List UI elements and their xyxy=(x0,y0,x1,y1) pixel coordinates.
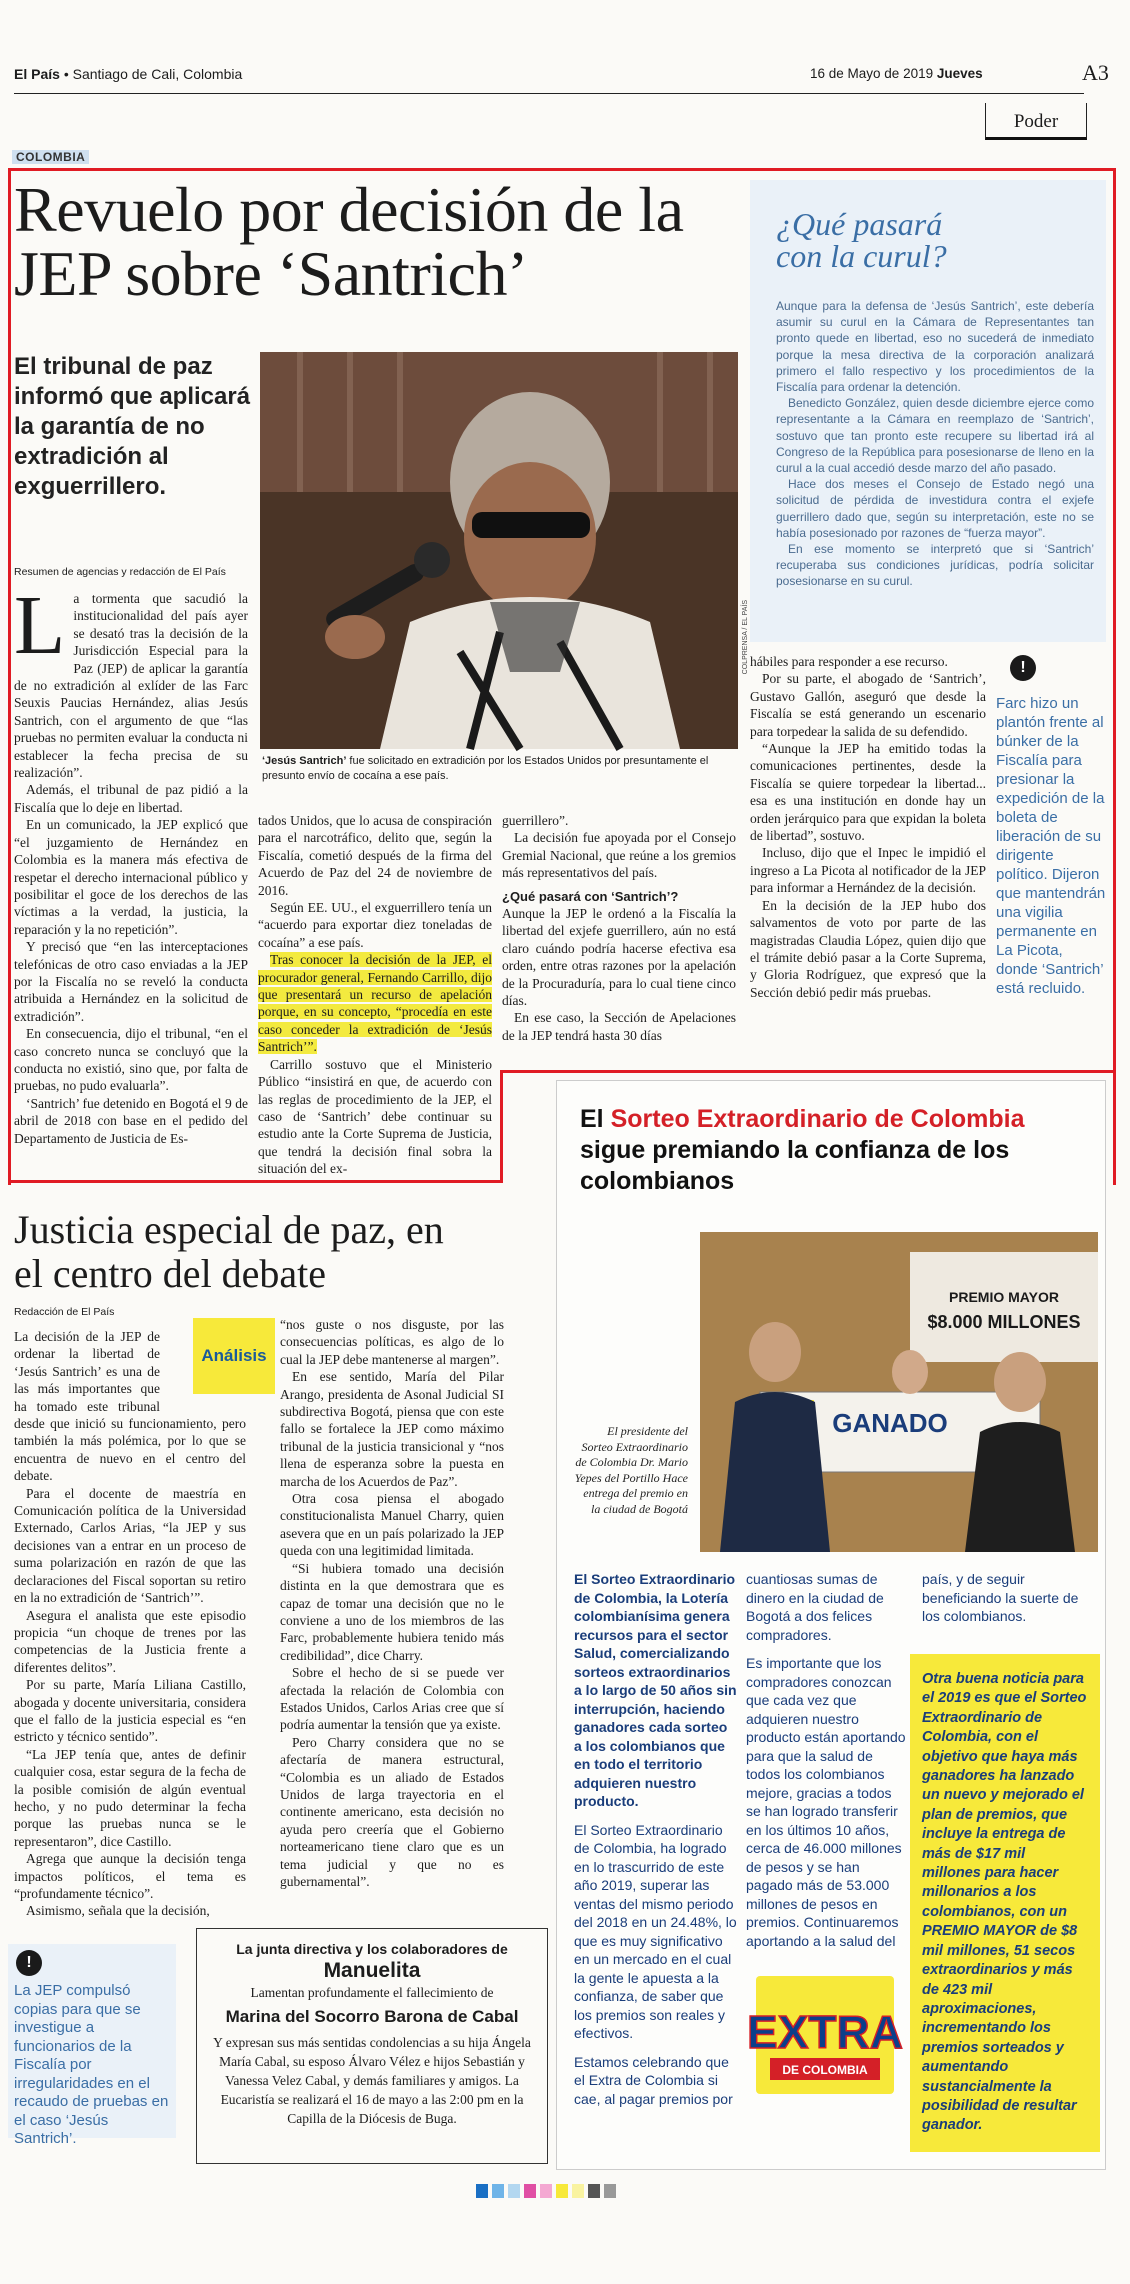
check-text: GANADO xyxy=(832,1408,948,1438)
col4-para-5: En la decisión de la JEP hubo dos salvamentos de voto por parte de las magistradas Claudia López, quien dijo que el trámite debió pasar a la Corte Suprema, y Gloria Rodríguez, que expresó que la Sección debió pedir más pruebas. xyxy=(750,897,986,1000)
caption-text: fue solicitado en extradición por los Estados Unidos por presuntamente el presunto envío de cocaína a ese país. xyxy=(262,755,709,782)
ad-yellow-text: Otra buena noticia para el 2019 es que el Sorteo Extraordinario de Colombia, con el objetivo que haya más ganadores ha lanzado un nuevo y mejorado el plan de premios, que incluye la entrega de más de $17 mil millones para hacer millonarios a los colombianos, con un PREMIO MAYOR de $8 mil millones, 51 secos extraordinarios y más de 423 mil aproximaciones, incrementando los premios sorteados y aumentando sustancialmente la posibilidad de resultar ganador. xyxy=(922,1671,1087,2134)
sidebar-para-2: Benedicto González, quien desde diciembre ejerce como representante a la Cámara en reemplazo de ‘Santrich’, sostuvo que tan pronto este recupere su libertad irá al Congreso de la República para posesionarse de lleno en la curul a la cual accedió desde marzo del año pasado. xyxy=(776,396,1094,476)
section-box xyxy=(985,103,1087,140)
col1-para-2: Además, el tribunal de paz pidió a la Fiscalía que lo deje en libertad. xyxy=(14,782,248,815)
col3-para-4: En ese caso, la Sección de Apelaciones de la JEP tendrá hasta 30 días xyxy=(502,1010,736,1043)
logo-big: EXTRA xyxy=(747,2006,903,2058)
extra-logo xyxy=(747,1976,903,2094)
logo-small: DE COLOMBIA xyxy=(782,2063,868,2077)
photo-illustration xyxy=(260,352,738,749)
sidebar-para-1: Aunque para la defensa de ‘Jesús Santrich’, este debería asumir su curul en la Cámara de Representantes tan pronto quede en libertad, eso no sucederá de inmediato porque la mesa directiva de la corporación analizará primero el fallo respectivo y los procedimientos de la Fiscalía para ordenar la detención. xyxy=(776,299,1094,395)
ad-headline-red: Sorteo Extraordinario de Colombia xyxy=(610,1105,1025,1133)
col1-para-5: En consecuencia, dijo el tribunal, “en el caso concreto nunca se concluyó que la conducta no existió, sino que, por falta de pruebas, no pudo evaluarla”. xyxy=(14,1026,248,1094)
obit-line1: La junta directiva y los colaboradores de xyxy=(236,1941,508,1957)
obit-company: Manuelita xyxy=(323,1959,421,1982)
farc-infobox: Farc hizo un plantón frente al búnker de la Fiscalía para presionar la expedición de la boleta de liberación de su dirigente político. Dijeron que mantendrán una vigilia permanente en La Picota, donde ‘Santrich’ está recluido. xyxy=(996,695,1106,997)
article1-col3 xyxy=(502,812,736,1044)
col3-para-2: La decisión fue apoyada por el Consejo Gremial Nacional, que reúne a los gremios más representativos del país. xyxy=(502,830,736,881)
col3-para-1: guerrillero”. xyxy=(502,813,569,828)
article1-col1 xyxy=(14,579,248,1147)
a2c1-para-6: Agrega que aunque la decisión tenga impactos políticos, el tema es “profundamente técnico”. xyxy=(14,1851,246,1901)
section-label: Poder xyxy=(1013,111,1059,132)
ad-col3 xyxy=(922,1570,1090,1626)
obit-name: Marina del Socorro Barona de Cabal xyxy=(225,2007,519,2026)
banner-line1: PREMIO MAYOR xyxy=(949,1289,1059,1305)
sidebar-title: ¿Qué pasará con la curul? xyxy=(776,206,947,274)
a2c1-para-7: Asimismo, señala que la decisión, xyxy=(26,1903,210,1919)
red-frame-right-lower xyxy=(1113,168,1116,1073)
ad-col1-para-3: Estamos celebrando que el Extra de Colombia si cae, al pagar premios por xyxy=(574,2053,733,2107)
col4-para-1: hábiles para responder a ese recurso. xyxy=(750,654,948,669)
col2-para-1: tados Unidos, que lo acusa de conspiración para el narcotráfico, delito que, según la Fiscalía, cometió después de la firma del Acuerdo de Paz del 24 de noviembre de 2016. xyxy=(258,813,492,898)
col2-para-2: Según EE. UU., el exguerrillero tenía un “acuerdo para exportar diez toneladas de cocaína” a ese país. xyxy=(258,900,492,950)
a2c1-para-3: Asegura el analista que este episodio propicia “un choque de trenes por las competencias de la Justicia frente a diferentes delitos”. xyxy=(14,1607,246,1675)
paper-name: El País xyxy=(14,66,60,82)
caption-name: ‘Jesús Santrich’ xyxy=(262,755,347,767)
a2c2-para-4: “Si hubiera tomado una decisión distinta en la que demostrara que es capaz de tomar una decisión que no le conviene a uno de los miembros de las Farc, probablemente hubiera tenido más credibilidad”, dice Charry. xyxy=(280,1560,504,1663)
sidebar-para-3: Hace dos meses el Consejo de Estado negó una solicitud de pérdida de investidura contra el exjefe guerrillero dado que, según su interpretación, este no se había posesionado por razones de “fuerza mayor”. xyxy=(776,477,1094,540)
photo-credit: COLPRENSA / EL PAÍS xyxy=(742,600,749,675)
jep-infobox xyxy=(8,1944,176,2147)
analysis-tag: Análisis xyxy=(193,1318,275,1394)
col2-para-3 xyxy=(258,951,492,1055)
reg-swatch xyxy=(524,2184,536,2198)
curul-sidebar xyxy=(750,180,1106,642)
article2-col1 xyxy=(14,1328,246,1920)
col1-para-1: La tormenta que sacudió la institucionalidad del país ayer se desató tras la decisión de la Jurisdicción Especial para la Paz (JEP) de aplicar la garantía de no extradición al exlíder de las Farc Seuxis Paucias Hernández, alias Jesús Santrich, con el argumento de que “las pruebas no permiten evaluar la conducta ni establecer la fecha precisa de su realización”. xyxy=(14,579,248,781)
col4-para-2: Por su parte, el abogado de ‘Santrich’, Gustavo Gallón, aseguró que desde la Fiscalía se está generando un escenario para torpedear la salida de su defendido. xyxy=(750,671,986,739)
alert-icon: ! xyxy=(1010,655,1036,681)
obituary-notice xyxy=(196,1928,548,2164)
date-label: 16 de Mayo de 2019 xyxy=(810,66,934,81)
reg-swatch xyxy=(604,2184,616,2198)
a2c1-para-1: La decisión de la JEP de ordenar la libertad de ‘Jesús Santrich’ es una de las más importantes que ha tomado este tribunal desde que inició su funcionamiento, pero también la más polémica, por lo que se encuentra de nuevo en el centro del debate. xyxy=(14,1329,246,1484)
red-frame-step-horizontal xyxy=(500,1070,1116,1073)
reg-swatch xyxy=(540,2184,552,2198)
col2-para-4: Carrillo sostuvo que el Ministerio Público “insistirá en que, de acuerdo con las reglas de procedimiento de la JEP, el caso de ‘Santrich’ debe continuar su estudio ante la Corte Suprema de Justicia, que tendrá la decisión final sobra la situación del ex- xyxy=(258,1056,492,1177)
photo-caption xyxy=(262,754,738,784)
col1-para-3: En un comunicado, la JEP explicó que “el juzgamiento de Hernández en Colombia es la manera más efectiva de respetar el derecho internacional público y posibilitar el goce de los derechos de las víctimas a la verdad, la justicia, la reparación y la no repetición”. xyxy=(14,817,248,937)
a2c2-para-1: “nos guste o nos disguste, por las consecuencias políticas, es algo de lo cual la JEP debe mantenerse al margen”. xyxy=(280,1317,504,1367)
article1-deck: El tribunal de paz informó que aplicará la garantía de no extradición al exguerrillero. xyxy=(14,353,251,500)
a2c1-para-2: Para el docente de maestría en Comunicación política de la Universidad Externado, Carlos Arias, “la JEP y sus decisiones van a entrar en un proceso de suma polarización en razón de que las declaraciones del Fiscal soportan su retiro en la no extradición de ‘Santrich’”. xyxy=(14,1485,246,1606)
kicker: COLOMBIA xyxy=(12,150,89,164)
ad-photo-caption: El presidente del Sorteo Extraordinario de Colombia Dr. Mario Yepes del Portillo Hace entrega del premio en la ciudad de Bogotá xyxy=(574,1424,688,1516)
ad-photo xyxy=(700,1232,1098,1552)
col1-para-6: ‘Santrich’ fue detenido en Bogotá el 9 de abril de 2018 con base en el pedido del Departamento de Justicia de Es- xyxy=(14,1095,248,1146)
page-number: A3 xyxy=(1082,60,1109,85)
sidebar-para-4: En ese momento se interpretó que si ‘Santrich’ recuperaba sus condiciones jurídicas, podría solicitar posesionarse en su curul. xyxy=(776,542,1094,589)
city-label: • Santiago de Cali, Colombia xyxy=(63,66,243,82)
header-date xyxy=(810,66,983,81)
col4-para-3: “Aunque la JEP ha emitido todas la comunicaciones pertinentes, desde la Fiscalía se quiere torpedear la libertad... esa es una institución en donde hay un orden jerárquico para que expidan la boleta de libertad”, sostuvo. xyxy=(750,741,986,844)
article1-col2 xyxy=(258,812,492,1178)
a2c2-para-2: En ese sentido, María del Pilar Arango, presidenta de Asonal Judicial SI subdirectiva Bogotá, piensa que con este fallo se fortalece la JEP como máximo tribunal de la justicia transicional y “nos llena de esperanza sobre la puesta en marcha de los Acuerdos de Paz”. xyxy=(280,1369,504,1489)
reg-swatch xyxy=(476,2184,488,2198)
ad-col1-bold: El Sorteo Extraordinario de Colombia, la Lotería colombianísima genera recursos para el sector Salud, comercializando sorteos extraordinarios a lo largo de 50 años sin interrupción, haciendo ganadores cada sorteo a los colombianos que en todo el territorio adquieren nuestro producto. xyxy=(574,1571,737,1809)
ad-yellow-box xyxy=(910,1654,1100,2152)
sidebar-body xyxy=(776,298,1094,590)
article2-byline: Redacción de El País xyxy=(14,1306,115,1318)
a2c2-para-3: Otra cosa piensa el abogado constitucionalista Manuel Charry, quien asevera que en un país polarizado la JEP queda con una legitimidad limitada. xyxy=(280,1491,504,1559)
ad-col3-para-1: país, y de seguir beneficiando la suerte de los colombianos. xyxy=(922,1571,1079,1624)
article2-col2 xyxy=(280,1316,504,1890)
red-frame-bottom-left xyxy=(8,1180,503,1183)
ad-col1 xyxy=(574,1570,738,2108)
reg-swatch xyxy=(588,2184,600,2198)
dropcap: L xyxy=(14,579,66,672)
a2c1-para-5: “La JEP tenía que, antes de definir cualquier cosa, estar segura de la fecha de la posible comisión de algún eventual hecho, y no pudo determinar la fecha porque las pruebas nunca se le representaron”, dice Castillo. xyxy=(14,1746,246,1849)
obit-body: Y expresan sus más sentidas condolencias a su hija Ángela María Cabal, su esposo Álvaro Vélez e hijos Sebastián y Vanessa Velez Cabal, y demás familiares y amigos. La Eucaristía se realizará el 16 de mayo a las 2:00 pm en la Capilla de la Diócesis de Buga. xyxy=(213,2035,531,2126)
col3-subhead: ¿Qué pasará con ‘Santrich’? xyxy=(502,888,679,904)
reg-swatch xyxy=(556,2184,568,2198)
a2c2-para-5: Sobre el hecho de si se puede ver afectada la relación de Colombia con Estados Unidos, Carlos Arias cree que sí podría aumentar la tensión que ya existe. xyxy=(280,1665,504,1733)
reg-swatch xyxy=(572,2184,584,2198)
ad-col2-para-2: Es importante que los compradores conozcan que cada vez que adquieren nuestro producto están aportando para que la salud de todos los colombianos mejore, gracias a todos se han logrado transferir en los últimos 10 años, cerca de 46.000 millones de pesos y se han pagado más de 53.000 millones de pesos en premios. Continuaremos aportando a la salud del xyxy=(746,1655,906,1949)
header-rule xyxy=(14,93,1084,94)
extra-logo-graphic xyxy=(747,1976,903,2094)
col4-para-4: Incluso, dijo que el Inpec le impidió el ingreso a La Picota al notificador de la JEP para informar a Hernández de la decisión. xyxy=(750,845,986,896)
col1-para-4: Y precisó que “en las interceptaciones telefónicas de otro caso enviadas a la JEP por la Fiscalía no se reveló la conducta atribuida a Hernández en la solicitud de extradición”. xyxy=(14,939,248,1024)
ad-col2-para-1: cuantiosas sumas de dinero en la ciudad de Bogotá a dos felices compradores. xyxy=(746,1571,884,1643)
col3-para-3: Aunque la JEP le ordenó a la Fiscalía la libertad del exjefe guerrillero, aún no está claro cuándo podría hacerse efectiva esa orden, entre otras razones por la apelación de la Procuraduría, para lo cual tiene cinco días. xyxy=(502,906,736,1009)
reg-swatch xyxy=(508,2184,520,2198)
ad-col1-para-2: El Sorteo Extraordinario de Colombia, ha logrado en lo trascurrido de este año 2019, superar las ventas del mismo periodo del 2018 en un 24.48%, lo que es muy significativo en un mercado en el cual la gente le apuesta a la confianza, de saber que los premios son reales y efectivos. xyxy=(574,1821,737,2041)
santrich-photo xyxy=(260,352,738,749)
weekday-label: Jueves xyxy=(936,66,983,81)
alert-icon-2: ! xyxy=(16,1950,42,1976)
red-frame-step-vertical xyxy=(500,1070,503,1183)
ad-col2 xyxy=(746,1570,910,1950)
article1-title: Revuelo por decisión de la JEP sobre ‘Santrich’ xyxy=(14,174,684,309)
banner-line2: $8.000 MILLONES xyxy=(927,1312,1081,1332)
a2c2-para-6: Pero Charry considera que no se afectaría de manera estructural, “Colombia es un aliado de Estados Unidos de larga trayectoria en el continente americano, esta decisión no ayuda pero creería que el Gobierno norteamericano tiene claro que es un tema judicial y que no es gubernamental”. xyxy=(280,1734,504,1889)
color-registration-bar xyxy=(476,2184,616,2198)
ad-headline: El Sorteo Extraordinario de Colombia sigue premiando la confianza de los colombianos xyxy=(580,1105,1025,1195)
article1-col4 xyxy=(750,653,986,1001)
reg-swatch xyxy=(492,2184,504,2198)
jep-infobox-text: La JEP compulsó copias para que se investigue a funcionarios de la Fiscalía por irregularidades en el recaudo de pruebas en el caso ‘Jesús Santrich’. xyxy=(14,1982,169,2147)
obit-line2: Lamentan profundamente el fallecimiento de xyxy=(250,1985,494,2000)
article1-byline: Resumen de agencias y redacción de El País xyxy=(14,566,226,578)
a2c1-para-4: Por su parte, María Liliana Castillo, abogada y docente universitaria, considera que el fallo de la justicia especial es “en estricto y técnico sentido”. xyxy=(14,1677,246,1745)
article2-title: Justicia especial de paz, en el centro del debate xyxy=(14,1207,444,1296)
highlighted-quote: Tras conocer la decisión de la JEP, el procurador general, Fernando Carrillo, dijo que presentará un recurso de apelación porque, en su concepto, “procedía en este caso conceder la extradición de ‘Jesús Santrich’”. xyxy=(258,952,492,1055)
ad-photo-illustration xyxy=(700,1232,1098,1552)
